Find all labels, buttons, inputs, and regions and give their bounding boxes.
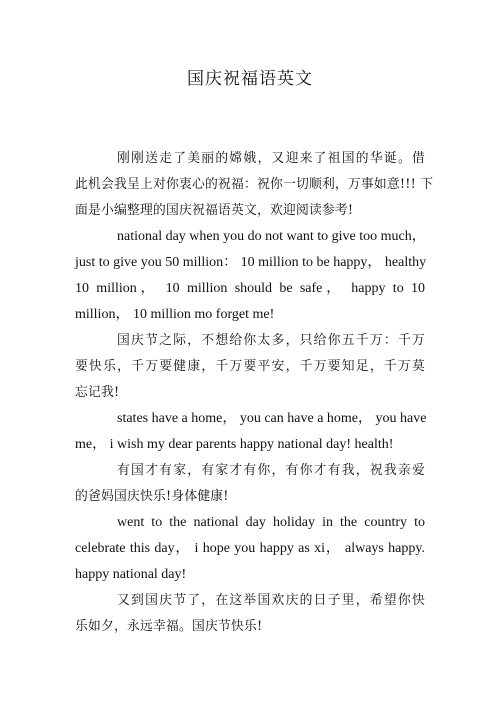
- text-line: 忘记我!: [75, 385, 120, 400]
- text-line: 有国才有家，有家才有你，有你才有我，祝我亲爱: [117, 463, 425, 478]
- text-line: national day when you do not want to give too much，: [117, 229, 426, 244]
- text-line: 的爸妈国庆快乐!身体健康!: [75, 489, 229, 504]
- text-line: me， i wish my dear parents happy national day! health!: [75, 437, 394, 452]
- text-line: celebrate this day， i hope you happy as xi， always happy.: [75, 541, 425, 556]
- text-line: happy national day!: [75, 567, 187, 582]
- text-line: states have a home， you can have a home， you have: [117, 411, 427, 426]
- paragraph-5: [75, 458, 425, 510]
- paragraph-2: [75, 224, 425, 328]
- document-title: 国庆祝福语英文: [187, 69, 313, 89]
- text-line: 国庆节之际，不想给你太多，只给你五千万：千万: [117, 333, 425, 348]
- text-line: 乐如夕，永远幸福。国庆节快乐!: [75, 619, 263, 634]
- paragraph-7: [75, 588, 425, 640]
- text-line: 刚刚送走了美丽的嫦娥，又迎来了祖国的华诞。借: [117, 151, 425, 166]
- text-line: 要快乐，千万要健康，千万要平安，千万要知足，千万莫: [75, 359, 425, 374]
- text-line: went to the national day holiday in the country to: [117, 515, 425, 530]
- text-line: 此机会我呈上对你衷心的祝福：祝你一切顺利，万事如意!!! 下: [75, 177, 434, 192]
- paragraph-1: [75, 146, 434, 224]
- document-body: [75, 146, 434, 640]
- text-line: 又到国庆节了，在这举国欢庆的日子里，希望你快: [117, 593, 425, 608]
- paragraph-6: [75, 510, 425, 588]
- text-line: 10 million， 10 million should be safe， happy to 10: [75, 281, 425, 296]
- text-line: million， 10 million mo forget me!: [75, 307, 275, 322]
- paragraph-4: [75, 406, 425, 458]
- text-line: just to give you 50 million： 10 million to be happy， healthy: [75, 255, 427, 270]
- text-line: 面是小编整理的国庆祝福语英文，欢迎阅读参考!: [75, 203, 354, 218]
- paragraph-3: [75, 328, 425, 406]
